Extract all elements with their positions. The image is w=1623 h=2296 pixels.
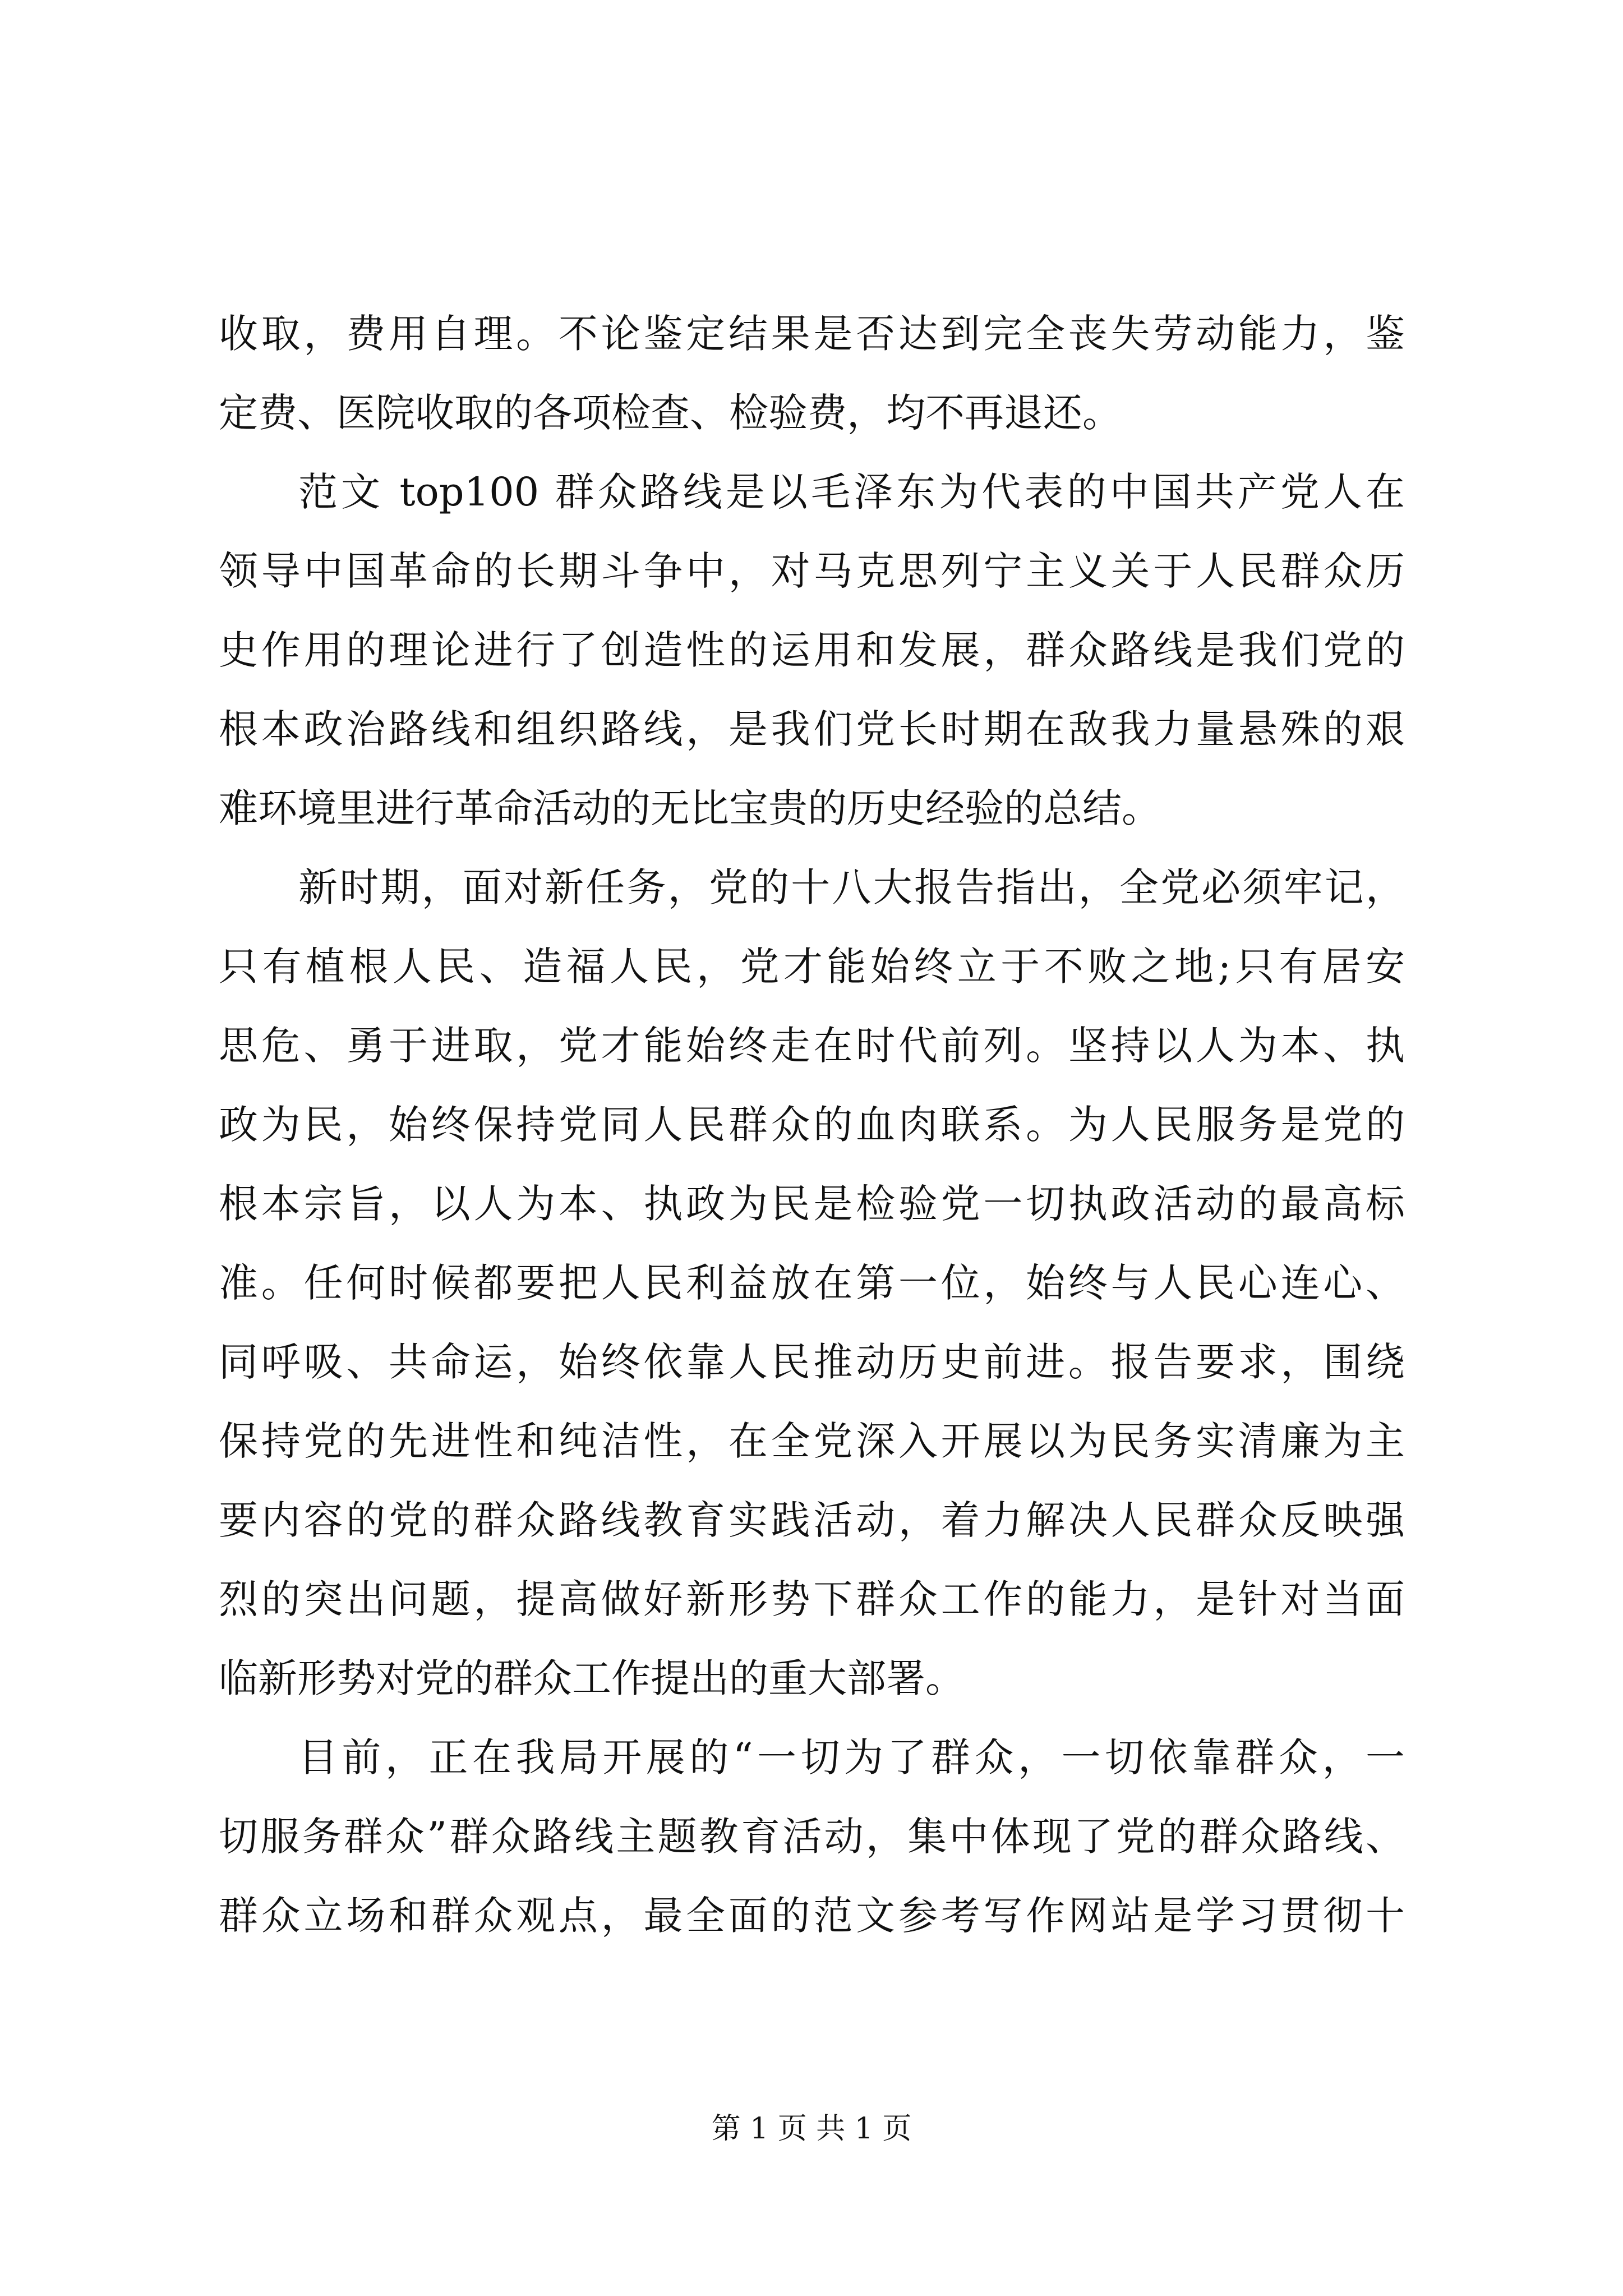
text-line: 政为民，始终保持党同人民群众的血肉联系。为人民服务是党的: [219, 1102, 1405, 1148]
text-line: 根本宗旨，以人为本、执政为民是检验党一切执政活动的最高标: [219, 1181, 1405, 1227]
text-line: 要内容的党的群众路线教育实践活动，着力解决人民群众反映强: [219, 1497, 1405, 1543]
text-line: 定费、医院收取的各项检查、检验费，均不再退还。: [219, 390, 1122, 436]
text-line: 只有植根人民、造福人民，党才能始终立于不败之地;只有居安: [219, 944, 1405, 990]
text-line: 准。任何时候都要把人民利益放在第一位，始终与人民心连心、: [219, 1260, 1405, 1306]
text-line: 烈的突出问题，提高做好新形势下群众工作的能力，是针对当面: [219, 1576, 1405, 1622]
text-line: 切服务群众”群众路线主题教育活动，集中体现了党的群众路线、: [219, 1814, 1405, 1860]
text-line: 史作用的理论进行了创造性的运用和发展，群众路线是我们党的: [219, 627, 1405, 673]
text-line: 同呼吸、共命运，始终依靠人民推动历史前进。报告要求，围绕: [219, 1339, 1405, 1385]
page-footer: 第 1 页 共 1 页: [711, 2112, 912, 2146]
body-text: [219, 295, 1405, 1955]
text-line: 收取，费用自理。不论鉴定结果是否达到完全丧失劳动能力，鉴: [219, 311, 1405, 357]
text-line: 临新形势对党的群众工作提出的重大部署。: [219, 1655, 965, 1701]
paragraph-start-line: 范文 top100 群众路线是以毛泽东为代表的中国共产党人在: [298, 469, 1405, 515]
text-line: 群众立场和群众观点，最全面的范文参考写作网站是学习贯彻十: [219, 1893, 1405, 1939]
text-line: 根本政治路线和组织路线，是我们党长时期在敌我力量悬殊的艰: [219, 706, 1405, 752]
text-line: 难环境里进行革命活动的无比宝贵的历史经验的总结。: [219, 785, 1161, 831]
text-line: 领导中国革命的长期斗争中，对马克思列宁主义关于人民群众历: [219, 548, 1405, 594]
paragraph-start-line: 新时期，面对新任务，党的十八大报告指出，全党必须牢记，: [298, 864, 1405, 910]
text-line: 思危、勇于进取，党才能始终走在时代前列。坚持以人为本、执: [219, 1023, 1405, 1069]
text-line: 保持党的先进性和纯洁性，在全党深入开展以为民务实清廉为主: [219, 1418, 1405, 1464]
paragraph-start-line: 目前，正在我局开展的“一切为了群众，一切依靠群众，一: [298, 1734, 1405, 1780]
